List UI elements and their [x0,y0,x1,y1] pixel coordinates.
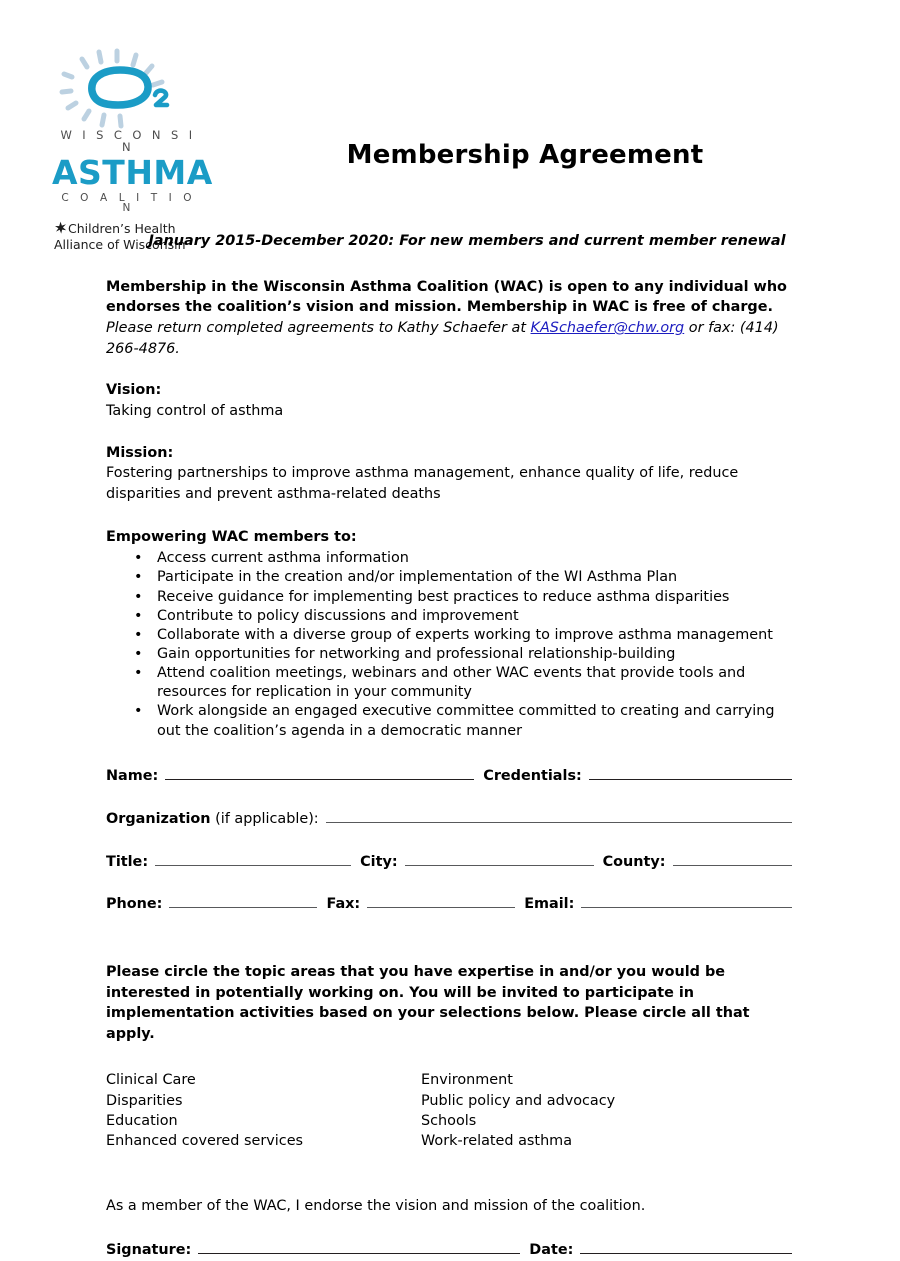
mission-section [106,444,792,505]
intro-italic-after: or fax: (414) 266-4876. [106,320,779,357]
name-input[interactable] [165,765,474,780]
circle-instructions: Please circle the topic areas that you have expertise in and/or you would be interested in potentially working on. You will be invited to participate in implementation activities based on your selections below. Please circle all that apply. [106,964,750,1042]
star-icon [54,221,67,238]
star-icon-svg [54,221,67,234]
mission-heading: Mission: [106,444,174,461]
list-item-label: Gain opportunities for networking and professional relationship-building [157,646,676,663]
email-link[interactable]: KASchaefer@chw.org [530,320,685,337]
list-item-label: Contribute to policy discussions and improvement [157,607,519,624]
vision-text: Taking control of asthma [106,403,284,420]
bullet-icon: • [134,569,143,586]
credentials-input[interactable] [589,765,792,780]
organization-row [106,808,792,830]
signature-input[interactable] [198,1239,520,1254]
title-label: Title: [106,853,149,870]
list-item-label: Receive guidance for implementing best practices to reduce asthma disparities [157,588,730,605]
bullet-icon: • [134,607,143,624]
email-input[interactable] [581,893,792,908]
organization-label-suffix: (if applicable): [210,810,319,827]
list-item [106,645,792,664]
list-item [106,568,792,587]
member-info-form [106,765,792,916]
list-item [106,626,792,645]
phone-fax-email-row [106,893,792,915]
endorsement-text: As a member of the WAC, I endorse the vision and mission of the coalition. [106,1197,646,1214]
fax-input[interactable] [367,893,515,908]
list-item-label: Participate in the creation and/or implementation of the WI Asthma Plan [157,569,678,586]
bullet-icon: • [134,550,143,567]
vision-section [106,381,792,421]
city-input[interactable] [405,851,594,866]
bullet-icon: • [134,703,143,720]
document-body [106,232,792,1261]
topic-item[interactable]: Enhanced covered services [106,1133,304,1150]
wac-logo [52,44,213,252]
intro-italic-before: Please return completed agreements to Kathy Schaefer at [106,320,531,337]
topic-item[interactable]: Environment [421,1072,513,1089]
county-label: County: [602,853,666,870]
organization-label [106,810,319,830]
topic-item[interactable]: Work-related asthma [421,1133,573,1150]
page-title: Membership Agreement [346,140,704,170]
list-item-label: Attend coalition meetings, webinars and other WAC events that provide tools and resources for replication in your community [157,665,746,701]
topic-item[interactable]: Schools [421,1113,477,1130]
bullet-icon: • [134,626,143,643]
topics-left-column [106,1070,421,1152]
empowering-heading: Empowering WAC members to: [106,529,357,546]
list-item-label: Collaborate with a diverse group of experts working to improve asthma management [157,626,773,643]
signature-label: Signature: [106,1241,192,1258]
phone-label: Phone: [106,896,163,913]
credentials-label: Credentials: [483,767,582,784]
o2-logo-icon [52,44,192,132]
list-item [106,664,792,702]
list-item-label: Access current asthma information [157,550,409,567]
logo-tagline-line1: Children’s Health [68,220,176,236]
list-item [106,588,792,607]
signature-date-row [106,1239,792,1261]
logo-wisconsin-text: W I S C O N S I N [60,128,196,154]
city-label: City: [360,853,398,870]
vision-heading: Vision: [106,382,162,399]
county-input[interactable] [673,851,792,866]
list-item-label: Work alongside an engaged executive committee committed to creating and carrying out the coalition’s agenda in a democratic manner [157,703,775,739]
topic-item[interactable]: Public policy and advocacy [421,1092,616,1109]
phone-input[interactable] [169,893,317,908]
fax-label: Fax: [326,896,361,913]
intro-bold-text: Membership in the Wisconsin Asthma Coalition (WAC) is open to any individual who endorses the coalition’s vision and mission. Membership in WAC is free of charge. [106,278,787,316]
date-label: Date: [529,1241,574,1258]
logo-asthma-text: ASTHMA [52,153,213,192]
bullet-icon: • [134,646,143,663]
email-label: Email: [524,896,575,913]
empowering-list [106,549,792,741]
topic-item[interactable]: Education [106,1113,178,1130]
topic-item[interactable]: Disparities [106,1092,183,1109]
intro-paragraph [106,277,792,359]
bullet-icon: • [134,665,143,682]
document-subtitle: January 2015-December 2020: For new members and current member renewal [148,233,786,249]
logo-coalition-text: C O A L I T I O N [61,191,196,215]
topic-areas [106,1070,792,1152]
logo-tagline-line2: Alliance of Wisconsin [54,236,186,252]
name-credentials-row [106,765,792,787]
bullet-icon: • [134,588,143,605]
organization-label-bold: Organization [106,810,211,827]
name-label: Name: [106,767,159,784]
organization-input[interactable] [326,808,792,823]
topics-right-column [421,1070,615,1152]
list-item [106,607,792,626]
title-city-county-row [106,851,792,873]
mission-text: Fostering partnerships to improve asthma management, enhance quality of life, reduce disparities and prevent asthma-related deaths [106,465,739,502]
list-item [106,549,792,568]
date-input[interactable] [580,1239,792,1254]
list-item [106,702,792,740]
o2-mark-svg [52,44,192,132]
topic-item[interactable]: Clinical Care [106,1072,196,1089]
title-input[interactable] [155,851,351,866]
